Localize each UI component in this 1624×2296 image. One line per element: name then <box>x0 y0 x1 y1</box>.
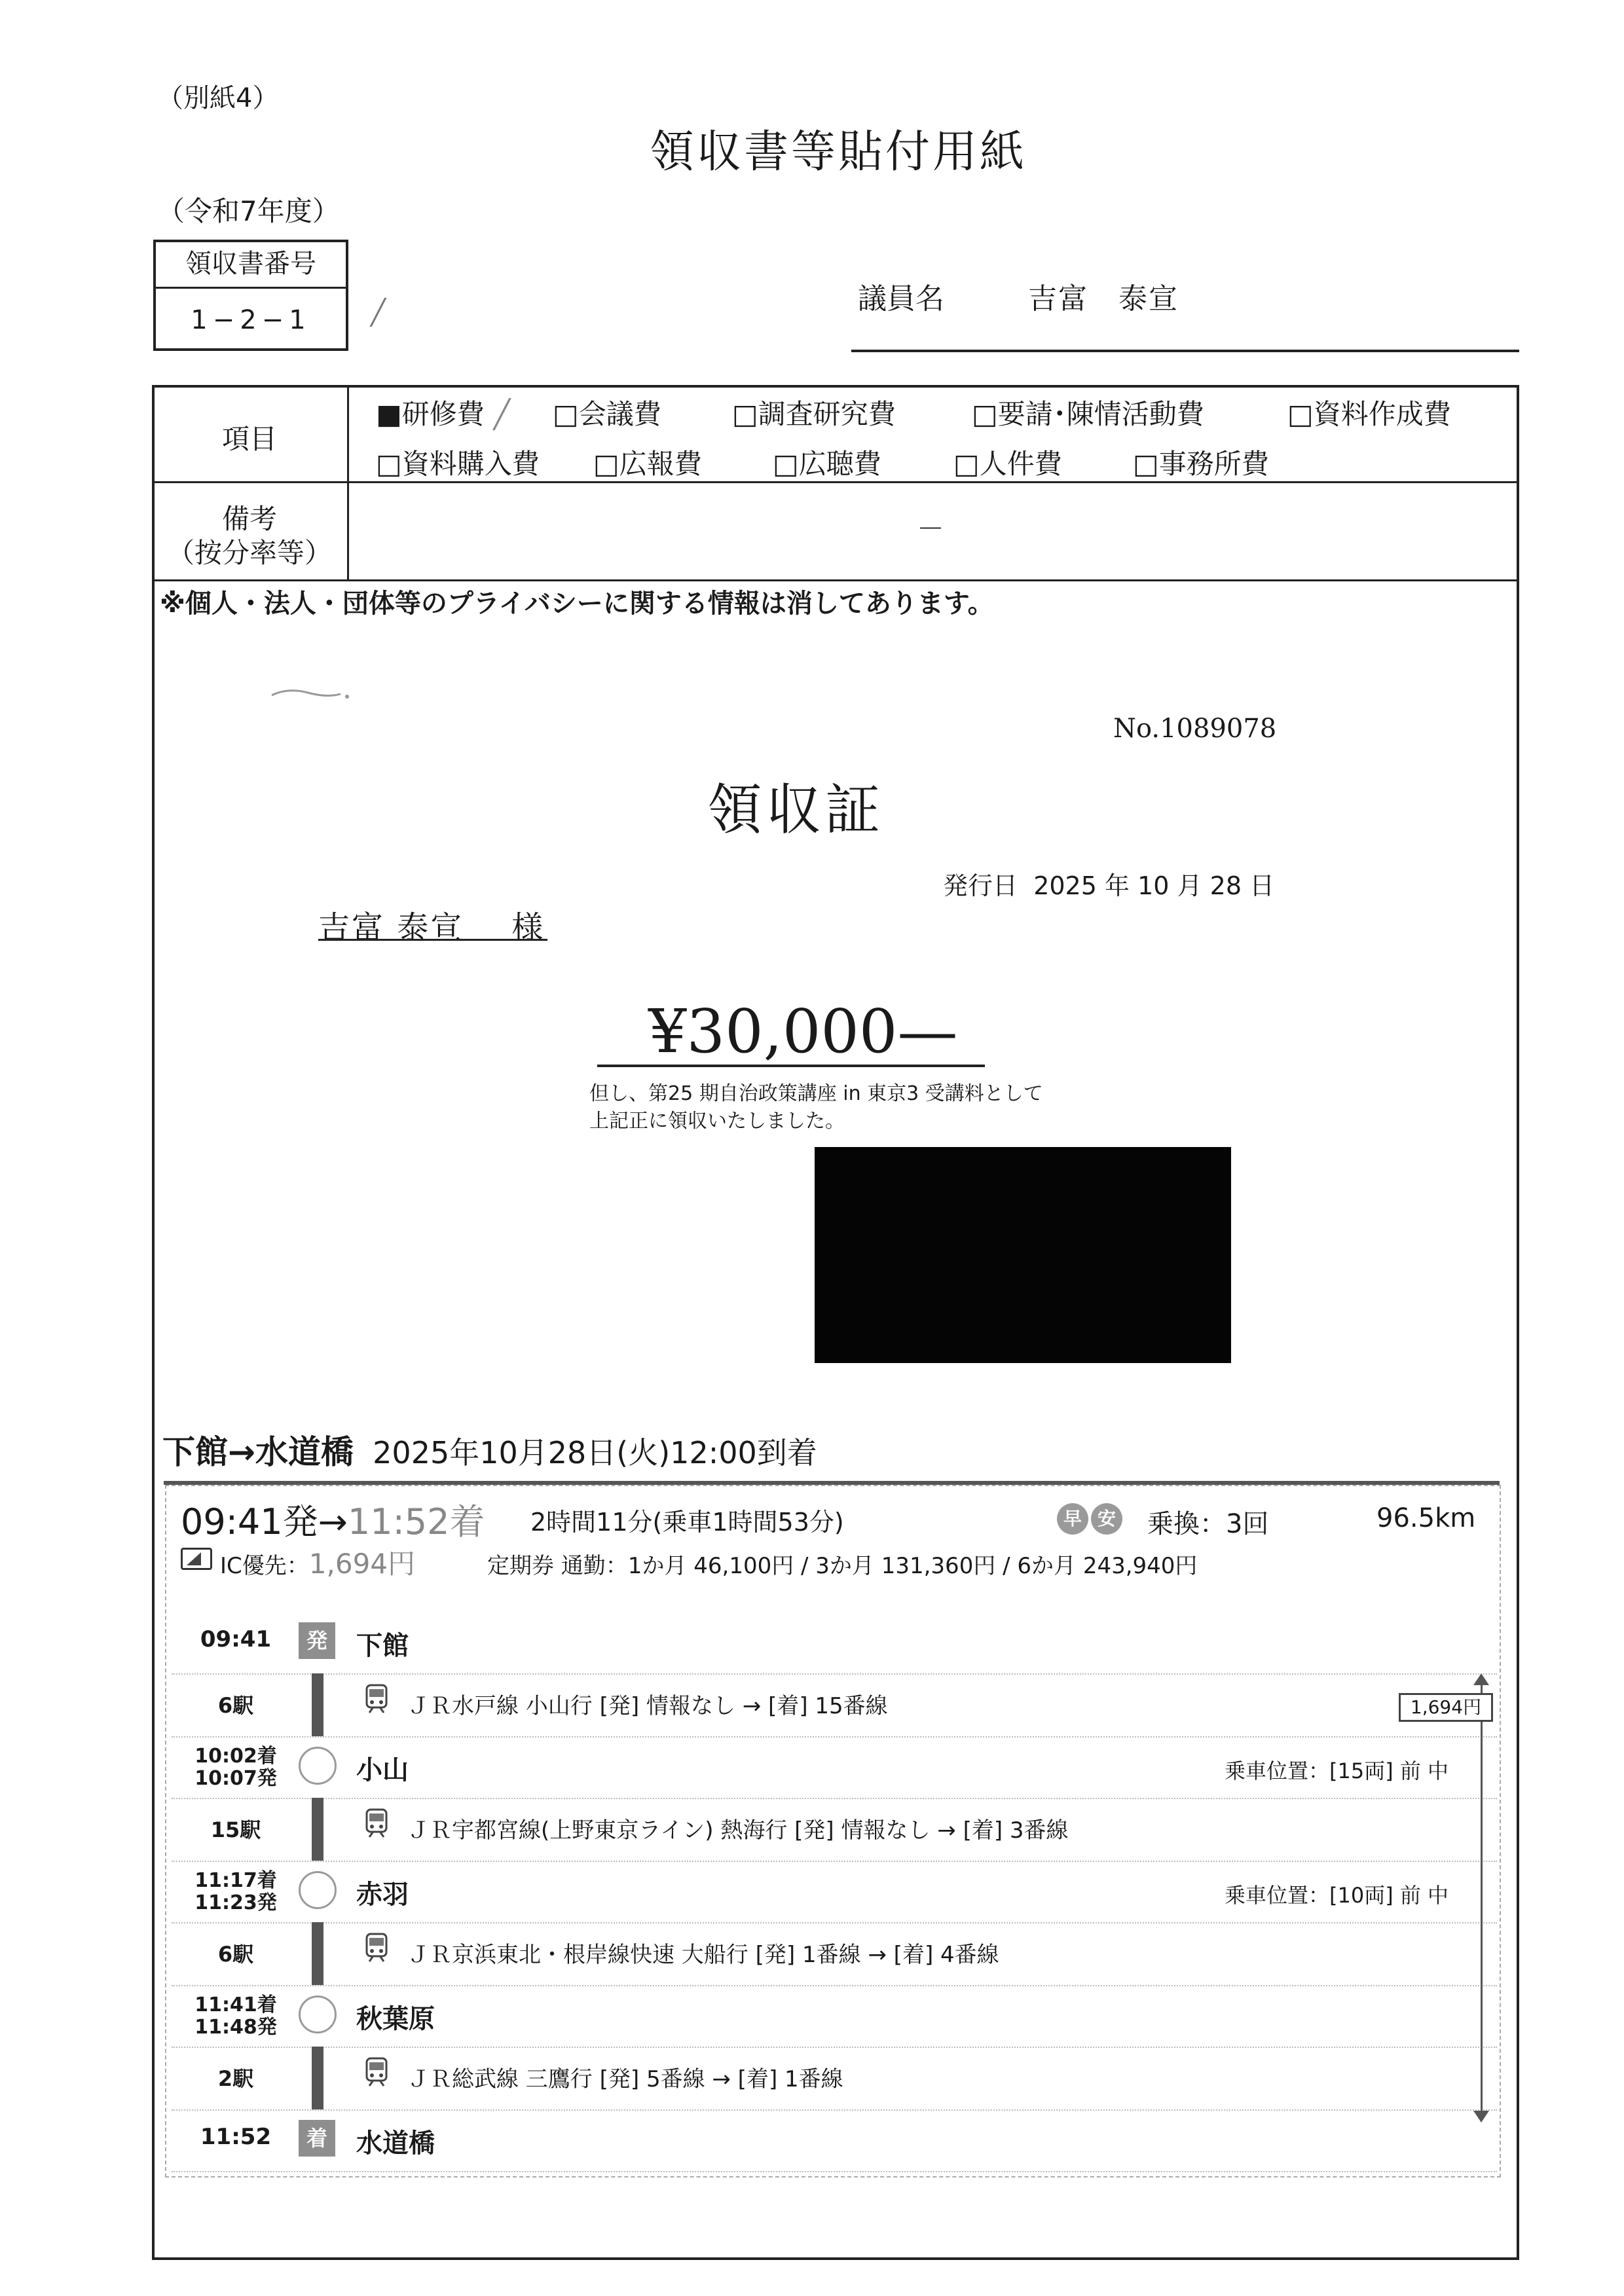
ic-card-icon <box>181 1548 212 1570</box>
expense-item-8[interactable] <box>953 443 1062 482</box>
expense-item-4[interactable] <box>1287 393 1451 432</box>
receipt-title: 領収証 <box>707 778 885 842</box>
checkbox-icon: □ <box>1133 448 1159 480</box>
stop-count: 6駅 <box>217 1942 254 1967</box>
station-time: 09:41 <box>200 1626 272 1652</box>
expense-item-7[interactable] <box>773 443 881 482</box>
stop-count: 2駅 <box>217 2066 254 2091</box>
checkbox-icon: □ <box>773 448 799 480</box>
form-title: 領収書等貼付用紙 <box>649 126 1027 178</box>
row-divider <box>172 2047 1497 2048</box>
ic-fare-value: 1,694円 <box>308 1548 416 1580</box>
annex-label: （別紙4） <box>157 83 279 113</box>
issue-day: 28 <box>1209 871 1242 900</box>
route-date: 2025年10月28日(火)12:00到着 <box>373 1435 817 1470</box>
member-underline <box>851 350 1519 352</box>
memo-line-1: 但し、第25 期自治政策講座 in 東京3 受講料として <box>589 1082 1043 1105</box>
expense-item-label: 研修費 <box>401 398 485 430</box>
ic-fare <box>220 1542 415 1582</box>
transfer-station-icon <box>299 1747 337 1785</box>
payee-honorific: 様 <box>511 909 545 946</box>
departure-time: 11:23発 <box>194 1891 277 1914</box>
payee-name: 吉富 泰宣 <box>318 909 464 946</box>
route-title: 下館→水道橋 <box>162 1433 354 1471</box>
segment-detail: ＪＲ総武線 三鷹行 [発] 5番線 → [着] 1番線 <box>407 2066 843 2092</box>
member-name: 吉富 泰宣 <box>1028 282 1179 316</box>
day-unit: 日 <box>1249 871 1275 900</box>
commuter-pass-fares: 定期券 通勤：1か月 46,100円 / 3か月 131,360円 / 6か月 243,940円 <box>487 1553 1198 1579</box>
row-divider <box>172 1673 1497 1675</box>
check-mark-icon: ╱ <box>493 398 510 430</box>
expense-item-label: 資料作成費 <box>1313 398 1451 430</box>
train-icon <box>364 1933 389 1963</box>
arrival-time: 11:17着 <box>194 1869 277 1892</box>
expense-item-label: 事務所費 <box>1158 448 1269 480</box>
row-divider <box>172 2109 1497 2111</box>
notes-sublabel: （按分率等） <box>166 537 332 569</box>
train-icon <box>364 1684 389 1714</box>
expense-item-2[interactable] <box>732 393 896 432</box>
checkbox-icon: □ <box>732 398 758 430</box>
memo-line-2: 上記正に領収いたしました。 <box>589 1110 845 1133</box>
row-divider <box>172 1922 1497 1923</box>
route-duration: 2時間11分(乗車1時間53分) <box>530 1508 844 1537</box>
station-name: 下館 <box>356 1631 409 1661</box>
expense-item-5[interactable] <box>376 443 540 482</box>
expense-item-1[interactable] <box>553 393 661 432</box>
boarding-position: 乗車位置：[15両] 前 中 <box>1225 1758 1449 1783</box>
issue-date <box>943 866 1274 902</box>
line-bar <box>312 2047 323 2109</box>
row-divider <box>172 2171 1497 2172</box>
checkbox-icon: □ <box>1287 398 1314 430</box>
arrival-time: 11:41着 <box>194 1994 277 2016</box>
checkbox-icon: □ <box>972 398 998 430</box>
arrow-down-icon <box>1473 2111 1489 2123</box>
notes-label: 備考 <box>221 503 277 535</box>
receipt-number-value: 1−2−1 <box>191 305 311 335</box>
checkbox-icon: □ <box>593 448 619 480</box>
arrow-up-icon <box>1473 1673 1489 1685</box>
notes-row <box>152 483 1519 581</box>
fare-total-box: 1,694円 <box>1399 1693 1493 1722</box>
checkbox-icon: □ <box>953 448 980 480</box>
fiscal-year: （令和7年度） <box>157 195 340 227</box>
expense-item-label: 広報費 <box>619 448 702 480</box>
expense-item-label: 会議費 <box>578 398 661 430</box>
line-bar <box>312 1673 323 1736</box>
route-times <box>181 1494 485 1544</box>
arrival-time: 10:02着 <box>194 1745 277 1768</box>
items-label: 項目 <box>221 423 277 455</box>
scribble-mark <box>268 681 354 707</box>
row-divider <box>172 1798 1497 1799</box>
issue-date-label: 発行日 <box>943 871 1018 900</box>
month-unit: 月 <box>1177 871 1202 900</box>
station-name: 赤羽 <box>356 1880 409 1910</box>
ic-fare-label: IC優先： <box>220 1553 309 1579</box>
station-time <box>170 1994 301 2039</box>
segment-detail: ＪＲ水戸線 小山行 [発] 情報なし → [着] 15番線 <box>407 1693 888 1719</box>
route-distance: 96.5km <box>1376 1503 1476 1533</box>
expense-item-label: 人件費 <box>979 448 1062 480</box>
station-name: 秋葉原 <box>356 2004 435 2034</box>
checkbox-icon: □ <box>553 398 579 430</box>
year-unit: 年 <box>1105 871 1130 900</box>
segment-detail: ＪＲ宇都宮線(上野東京ライン) 熱海行 [発] 情報なし → [着] 3番線 <box>407 1817 1069 1844</box>
segment-detail: ＪＲ京浜東北・根岸線快速 大船行 [発] 1番線 → [着] 4番線 <box>407 1942 999 1968</box>
departure-badge-icon: 発 <box>299 1622 335 1659</box>
expense-item-label: 調査研究費 <box>758 398 896 430</box>
receipt-number-box <box>153 240 348 351</box>
transfer-station-icon <box>299 1995 337 2033</box>
issue-year: 2025 <box>1033 871 1097 900</box>
expense-item-label: 要請･陳情活動費 <box>997 398 1204 430</box>
expense-item-3[interactable] <box>972 393 1204 432</box>
boarding-position: 乗車位置：[10両] 前 中 <box>1225 1883 1449 1908</box>
member-label: 議員名 <box>858 282 944 316</box>
notes-value: － <box>917 513 945 545</box>
route-arrive: 11:52着 <box>347 1501 485 1542</box>
row-divider <box>172 1736 1497 1738</box>
expense-item-label: 資料購入費 <box>401 448 540 480</box>
station-name: 小山 <box>356 1755 409 1785</box>
station-time <box>170 1745 301 1790</box>
transfer-station-icon <box>299 1871 337 1909</box>
train-icon <box>364 1808 389 1838</box>
fare-range-line <box>1481 1679 1483 2111</box>
expense-item-0[interactable] <box>376 393 510 432</box>
station-name: 水道橋 <box>356 2128 435 2159</box>
line-bar <box>312 1798 323 1861</box>
receipt-memo <box>589 1080 1043 1135</box>
route-depart: 09:41発 <box>181 1501 318 1542</box>
train-icon <box>364 2057 389 2087</box>
stop-count: 15駅 <box>210 1817 261 1842</box>
expense-item-9[interactable] <box>1133 443 1269 482</box>
redaction-block <box>815 1147 1231 1363</box>
amount-underline <box>597 1065 985 1067</box>
stop-count: 6駅 <box>217 1693 254 1718</box>
privacy-notice: ※個人・法人・団体等のプライバシーに関する情報は消してあります。 <box>160 589 994 619</box>
check-mark-icon: ╱ <box>371 298 386 327</box>
arrival-badge-icon: 着 <box>299 2120 335 2157</box>
receipt-amount: ¥30,000— <box>648 996 958 1066</box>
line-bar <box>312 1922 323 1985</box>
receipt-serial-number: No.1089078 <box>1113 714 1277 744</box>
transfer-count: 乗換：3回 <box>1147 1509 1269 1539</box>
payee-underline <box>318 939 547 941</box>
checked-box-icon: ■ <box>376 398 402 430</box>
station-time <box>170 1870 301 1914</box>
table-divider <box>347 385 349 581</box>
expense-item-label: 広聴費 <box>798 448 881 480</box>
departure-time: 11:48発 <box>194 2016 277 2039</box>
row-divider <box>172 1861 1497 1862</box>
fastest-badge-icon: 早 <box>1057 1503 1088 1535</box>
checkbox-icon: □ <box>376 448 402 480</box>
row-divider <box>172 1985 1497 1986</box>
cheapest-badge-icon: 安 <box>1091 1503 1122 1535</box>
station-time: 11:52 <box>200 2124 272 2150</box>
receipt-number-label: 領収書番号 <box>156 242 346 289</box>
expense-item-6[interactable] <box>593 443 702 482</box>
route-arrow: → <box>318 1501 348 1542</box>
departure-time: 10:07発 <box>194 1767 277 1790</box>
issue-month: 10 <box>1137 871 1170 900</box>
route-header <box>162 1426 817 1473</box>
